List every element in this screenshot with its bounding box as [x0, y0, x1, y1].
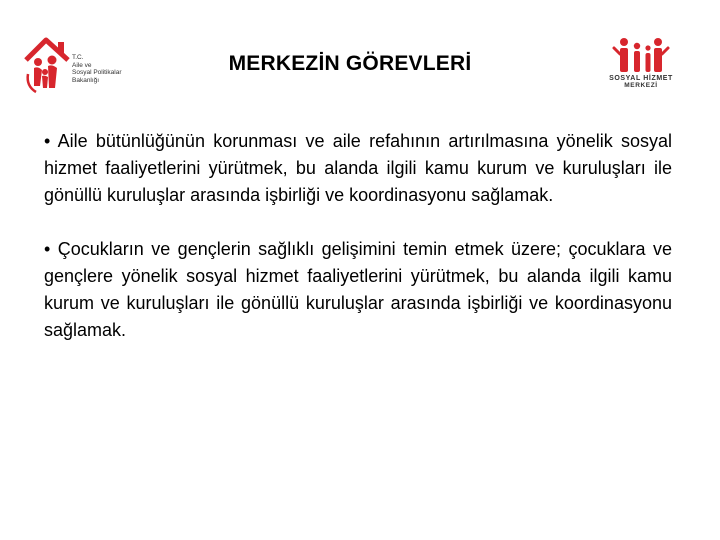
center-logo: [596, 36, 686, 98]
duty-paragraph: • Çocukların ve gençlerin sağlıklı gelişimini temin etmek üzere; çocuklara ve gençlere yönelik sosyal hizmet faaliyetlerini yürütmek, bu alanda ilgili kamu kurum ve kuruluşları ile gönüllü kuruluşlar arasında işbirliği ve koordinasyonu sağlamak.: [44, 239, 672, 340]
ministry-line: T.C.: [72, 54, 84, 61]
ministry-line: Sosyal Politikalar: [72, 69, 122, 77]
ministry-line: Bakanlığı: [72, 76, 100, 84]
ministry-logo: [22, 30, 142, 96]
ministry-name: [72, 54, 122, 84]
page-title: MERKEZİN GÖREVLERİ: [228, 52, 472, 75]
center-name-line1: SOSYAL HİZMET: [609, 75, 673, 82]
duties-list: [44, 128, 672, 371]
duty-paragraph: • Aile bütünlüğünün korunması ve aile refahının artırılmasına yönelik sosyal hizmet faaliyetlerini yürütmek, bu alanda ilgili kamu kurum ve kuruluşları ile gönüllü kuruluşlar arasında işbirliği ve koordinasyonu sağlamak.: [44, 131, 672, 205]
people-figures-icon: [610, 36, 672, 74]
center-name-line2: MERKEZİ: [624, 82, 658, 89]
family-house-icon: [22, 30, 72, 96]
ministry-line: Aile ve: [72, 61, 92, 69]
